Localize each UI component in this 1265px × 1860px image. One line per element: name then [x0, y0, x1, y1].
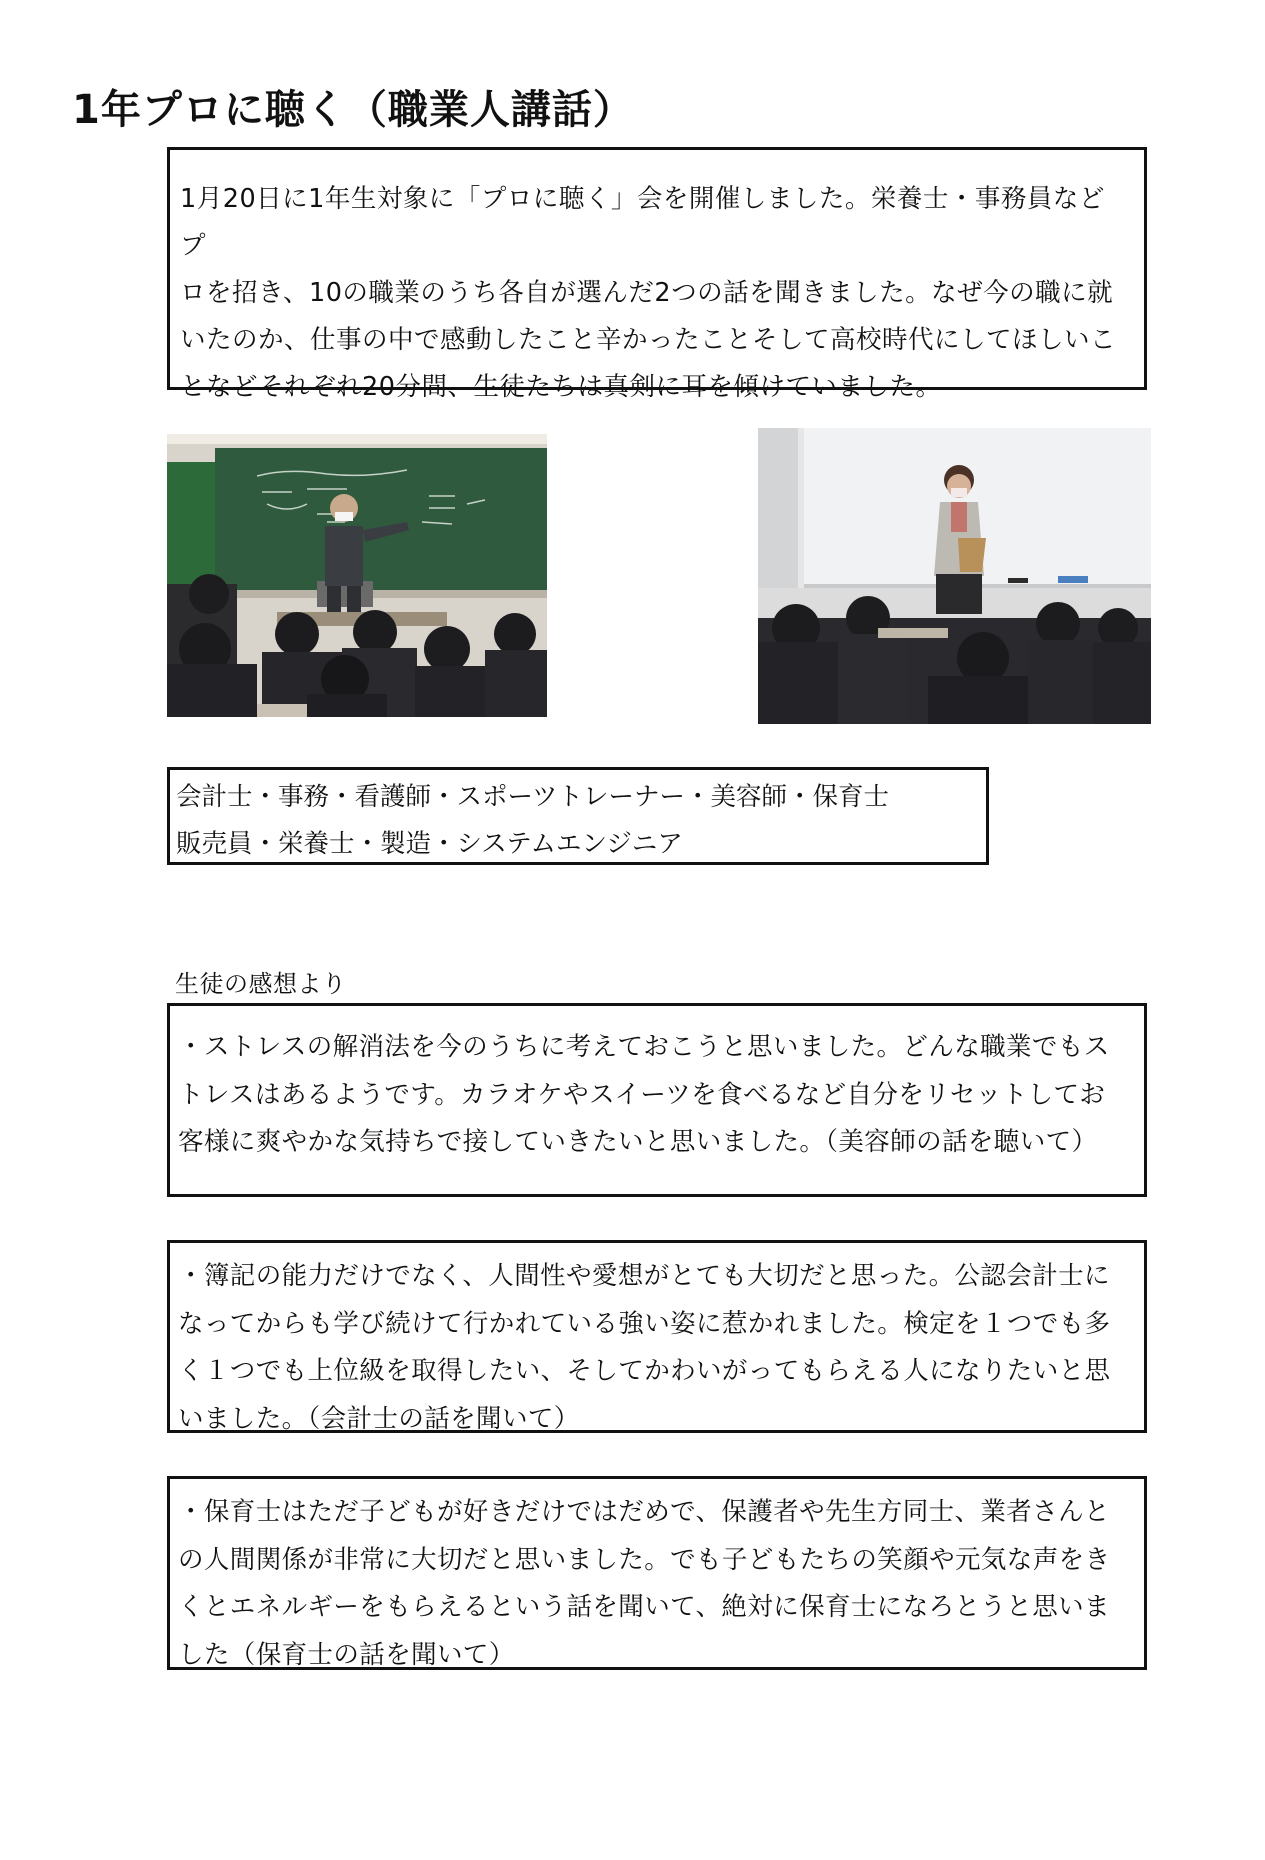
photo-classroom-speaker [758, 428, 1151, 724]
comment-line: ・ストレスの解消法を今のうちに考えておこうと思いました。どんな職業でもス [178, 1032, 1110, 1062]
comment-box-beautician [167, 1003, 1147, 1197]
intro-line: となどそれぞれ20分間、生徒たちは真剣に耳を傾けていました。 [180, 372, 942, 402]
comment-box-accountant [167, 1240, 1147, 1433]
comment-line: ・保育士はただ子どもが好きだけではだめで、保護者や先生方同士、業者さんと [178, 1497, 1110, 1527]
photo-classroom-lecturer [167, 434, 547, 717]
comment-line: の人間関係が非常に大切だと思いました。でも子どもたちの笑顔や元気な声をき [178, 1544, 1111, 1575]
comment-line: くとエネルギーをもらえるという話を聞いて、絶対に保育士になろとうと思いま [178, 1592, 1110, 1622]
intro-line: いたのか、仕事の中で感動したこと辛かったことそして高校時代にしてほしいこ [180, 325, 1117, 355]
jobs-line: 会計士・事務・看護師・スポーツトレーナー・美容師・保育士 [176, 782, 889, 812]
page-title: 1年プロに聴く（職業人講話） [72, 87, 634, 133]
comment-line: く１つでも上位級を取得したい、そしてかわいがってもらえる人になりたいと思 [178, 1356, 1111, 1386]
comment-line: トレスはあるようです。カラオケやスイーツを食べるなど自分をリセットしてお [178, 1079, 1106, 1110]
comment-line: ・簿記の能力だけでなく、人間性や愛想がとても大切だと思った。公認会計士に [178, 1261, 1110, 1291]
intro-line: ロを招き、10の職業のうち各自が選んだ2つの話を聞きました。なぜ今の職に就 [180, 278, 1114, 308]
jobs-box [167, 767, 989, 865]
comment-line: なってからも学び続けて行かれている強い姿に惹かれました。検定を１つでも多 [178, 1308, 1111, 1339]
intro-box [167, 147, 1147, 402]
comment-line: 客様に爽やかな気持ちで接していきたいと思いました。（美容師の話を聴いて） [178, 1127, 1098, 1157]
intro-line: 1月20日に1年生対象に「プロに聴く」会を開催しました。栄養士・事務員などプ [180, 184, 1105, 261]
comment-line: した（保育士の話を聞いて） [178, 1639, 515, 1670]
comment-box-childcare [167, 1476, 1147, 1670]
jobs-line: 販売員・栄養士・製造・システムエンジニア [176, 829, 683, 859]
impressions-label: 生徒の感想より [175, 970, 347, 998]
comment-line: いました。（会計士の話を聞いて） [178, 1403, 580, 1434]
